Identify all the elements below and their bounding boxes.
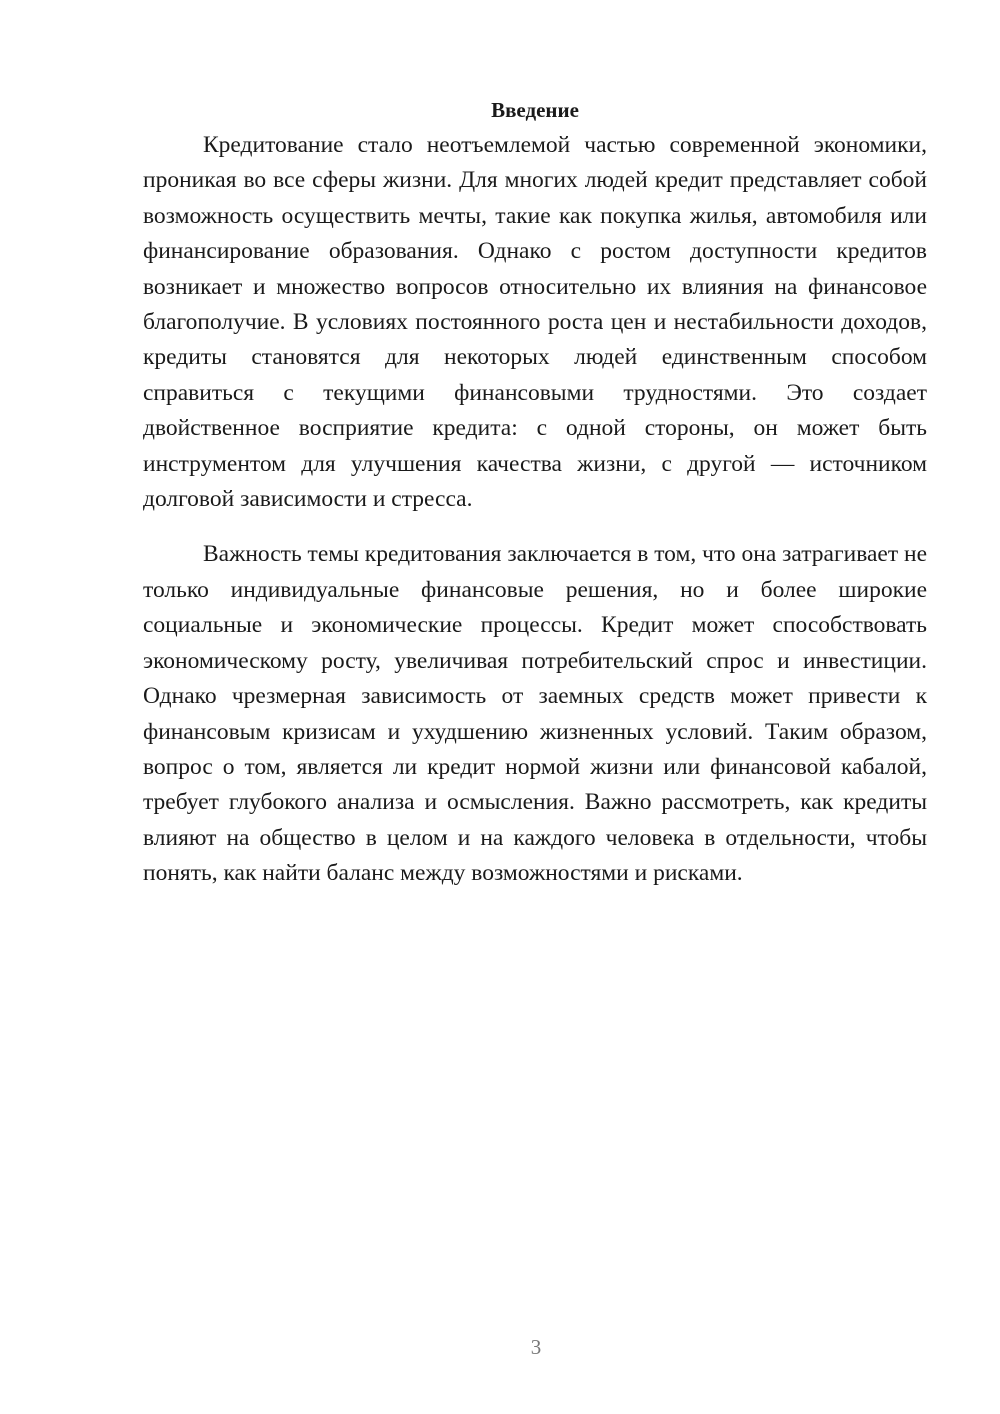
page-content [143, 94, 927, 892]
paragraph-2: Важность темы кредитования заключается в том, что она затрагивает не только индивидуальные финансовые решения, но и более широкие социальные и экономические процессы. Кредит может способствовать экономическому росту, увеличивая потребительский спрос и инвестиции. Однако чрезмерная зависимость от заемных средств может привести к финансовым кризисам и ухудшению жизненных условий. Таким образом, вопрос о том, является ли кредит нормой жизни или финансовой кабалой, требует глубокого анализа и осмысления. Важно рассмотреть, как кредиты влияют на общество в целом и на каждого человека в отдельности, чтобы понять, как найти баланс между возможностями и рисками. [143, 541, 927, 887]
page-number: 3 [530, 1335, 542, 1359]
paragraph-1: Кредитование стало неотъемлемой частью современной экономики, проникая во все сферы жизни. Для многих людей кредит представляет собой возможность осуществить мечты, такие как покупка жилья, автомобиля или финансирование образования. Однако с ростом доступности кредитов возникает и множество вопросов относительно их влияния на финансовое благополучие. В условиях постоянного роста цен и нестабильности доходов, кредиты становятся для некоторых людей единственным способом справиться с текущими финансовыми трудностями. Это создает двойственное восприятие кредита: с одной стороны, он может быть инструментом для улучшения качества жизни, с другой — источником долговой зависимости и стресса. [143, 132, 927, 513]
section-title: Введение [491, 98, 579, 122]
